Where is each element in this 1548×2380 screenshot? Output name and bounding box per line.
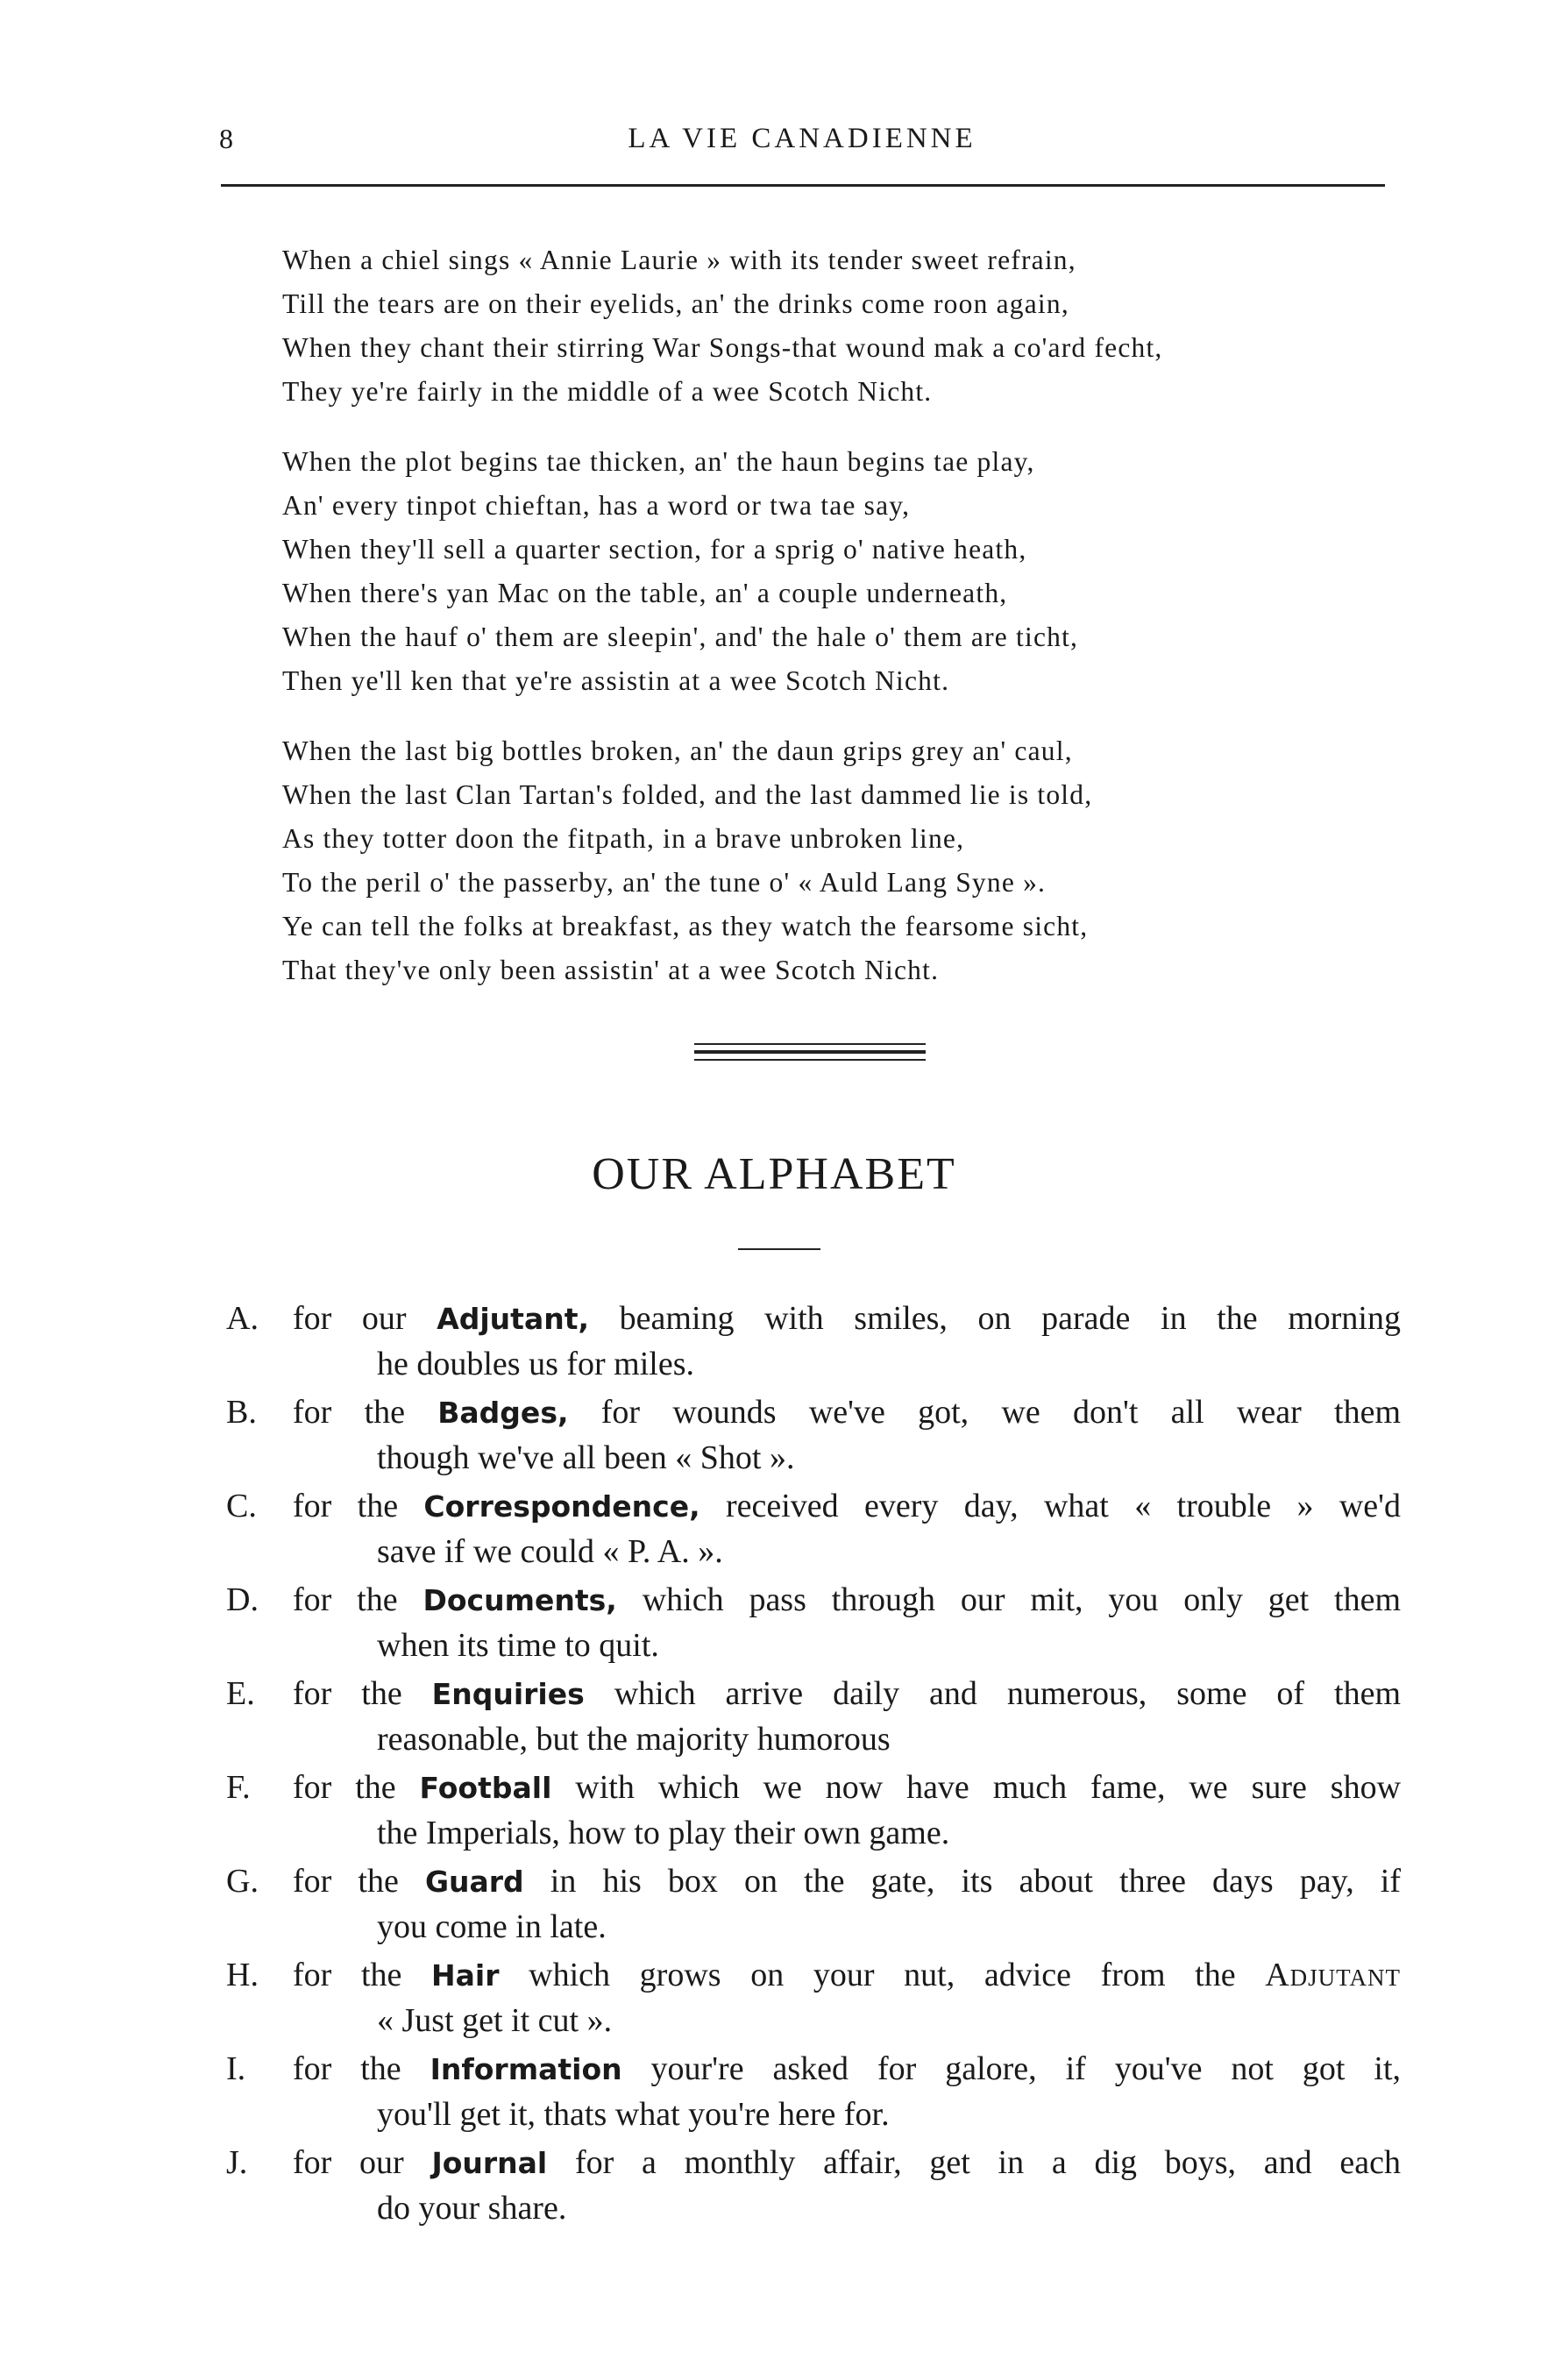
entry-continuation: you come in late. <box>377 1908 607 1945</box>
alphabet-list <box>226 1296 1401 2234</box>
poem-line: They ye're fairly in the middle of a wee Scotch Nicht. <box>282 376 933 407</box>
alphabet-entry <box>226 1671 1401 1765</box>
poem-line: When the hauf o' them are sleepin', and' the hale o' them are ticht, <box>282 622 1079 652</box>
section-ornament <box>694 1043 926 1061</box>
entry-line <box>293 1483 1401 1529</box>
entry-letter: B. <box>226 1394 257 1431</box>
entry-text-rest: beaming with smiles, on parade in the morning <box>589 1300 1401 1337</box>
entry-text-rest: for a monthly affair, get in a dig boys, and each <box>547 2144 1401 2181</box>
alphabet-entry <box>226 1296 1401 1389</box>
entry-text <box>293 1577 1401 1668</box>
entry-keyword: Documents, <box>423 1583 617 1617</box>
entry-letter: H. <box>226 1957 259 1993</box>
ornament-rule <box>694 1059 926 1061</box>
entry-text-lead: for our <box>293 2144 432 2181</box>
entry-letter: I. <box>226 2050 246 2087</box>
stanza <box>282 440 1369 703</box>
entry-text-lead: for our <box>293 1300 437 1337</box>
entry-text <box>293 1389 1401 1481</box>
entry-text <box>293 2046 1401 2137</box>
entry-continuation: do your share. <box>377 2190 567 2227</box>
poem-line: That they've only been assistin' at a wee Scotch Nicht. <box>282 955 940 985</box>
entry-text-lead: for the <box>293 1394 438 1431</box>
alphabet-entry <box>226 1389 1401 1483</box>
entry-text-lead: for the <box>293 1769 420 1806</box>
entry-smallcaps: Adjutant <box>1265 1957 1401 1993</box>
poem-line: Then ye'll ken that ye're assistin at a wee Scotch Nicht. <box>282 665 950 696</box>
entry-text-rest: your're asked for galore, if you've not got it, <box>621 2050 1402 2087</box>
entry-keyword: Football <box>419 1771 552 1805</box>
stanza <box>282 238 1369 414</box>
poem-line: When there's yan Mac on the table, an' a couple underneath, <box>282 578 1008 608</box>
entry-letter: C. <box>226 1488 257 1524</box>
ornament-rule <box>694 1043 926 1045</box>
entry-text-lead: for the <box>293 1675 432 1712</box>
entry-text <box>293 1952 1401 2043</box>
entry-text-rest: with which we now have much fame, we sure show <box>551 1769 1402 1806</box>
entry-text <box>293 1671 1401 1762</box>
entry-text <box>293 2140 1401 2231</box>
entry-continuation: reasonable, but the majority humorous <box>377 1721 891 1758</box>
entry-letter: F. <box>226 1769 251 1806</box>
running-title: LA VIE CANADIENNE <box>628 123 976 154</box>
page-header <box>219 123 1385 175</box>
entry-line <box>293 2046 1401 2092</box>
entry-letter: J. <box>226 2144 248 2181</box>
entry-line <box>293 1671 1401 1716</box>
entry-line <box>293 1765 1401 1810</box>
poem-line: To the peril o' the passerby, an' the tune o' « Auld Lang Syne ». <box>282 867 1047 898</box>
entry-text <box>293 1296 1401 1387</box>
entry-continuation: you'll get it, thats what you're here for. <box>377 2096 890 2133</box>
entry-keyword: Enquiries <box>431 1677 585 1711</box>
entry-text-lead: for the <box>293 1863 425 1900</box>
stanza <box>282 729 1369 992</box>
alphabet-entry <box>226 1858 1401 1952</box>
poem-line: When they chant their stirring War Songs-that wound mak a co'ard fecht, <box>282 332 1163 363</box>
alphabet-entry <box>226 1577 1401 1671</box>
poem-line: When the last big bottles broken, an' the daun grips grey an' caul, <box>282 735 1073 766</box>
entry-continuation: he doubles us for miles. <box>377 1346 695 1382</box>
entry-continuation: « Just get it cut ». <box>377 2002 613 2039</box>
poem-line: When a chiel sings « Annie Laurie » with its tender sweet refrain, <box>282 245 1076 275</box>
alphabet-entry <box>226 1952 1401 2046</box>
entry-text <box>293 1765 1401 1856</box>
entry-text-lead: for the <box>293 1488 424 1524</box>
entry-letter: D. <box>226 1581 259 1618</box>
entry-keyword: Correspondence, <box>423 1489 700 1524</box>
entry-continuation: when its time to quit. <box>377 1627 659 1664</box>
entry-letter: G. <box>226 1863 259 1900</box>
ornament-rule <box>694 1050 926 1054</box>
poem-line: When the last Clan Tartan's folded, and the last dammed lie is told, <box>282 779 1093 810</box>
entry-text-rest: which arrive daily and numerous, some of them <box>584 1675 1402 1712</box>
poem-line: When the plot begins tae thicken, an' the haun begins tae play, <box>282 446 1035 477</box>
entry-text-rest: in his box on the gate, its about three days pay, if <box>523 1863 1402 1900</box>
header-rule <box>221 184 1385 187</box>
entry-letter: A. <box>226 1300 259 1337</box>
entry-line <box>293 1952 1401 1998</box>
alphabet-entry <box>226 1483 1401 1577</box>
entry-keyword: Journal <box>431 2146 548 2180</box>
entry-continuation: the Imperials, how to play their own game. <box>377 1815 950 1851</box>
entry-text <box>293 1858 1401 1950</box>
page-number: 8 <box>219 123 233 154</box>
poem-line: An' every tinpot chieftan, has a word or twa tae say, <box>282 490 911 521</box>
poem-line: When they'll sell a quarter section, for a sprig o' native heath, <box>282 534 1027 565</box>
poem-line: Ye can tell the folks at breakfast, as they watch the fearsome sicht, <box>282 911 1089 941</box>
section-title: OUR ALPHABET <box>592 1149 956 1199</box>
entry-text-lead: for the <box>293 2050 430 2087</box>
entry-line <box>293 2140 1401 2185</box>
poem-line: As they totter doon the fitpath, in a brave unbroken line, <box>282 823 965 854</box>
alphabet-entry <box>226 2140 1401 2234</box>
entry-line <box>293 1858 1401 1904</box>
entry-letter: E. <box>226 1675 255 1712</box>
alphabet-entry <box>226 1765 1401 1858</box>
entry-line <box>293 1577 1401 1623</box>
section-rule <box>738 1248 820 1250</box>
entry-text-rest: for wounds we've got, we don't all wear them <box>568 1394 1402 1431</box>
entry-keyword: Guard <box>424 1865 524 1899</box>
entry-text-rest: received every day, what « trouble » we'd <box>699 1488 1402 1524</box>
entry-keyword: Hair <box>431 1958 500 1993</box>
poem <box>282 238 1369 1019</box>
entry-text-lead: for the <box>293 1581 423 1618</box>
entry-line <box>293 1389 1401 1435</box>
entry-text-rest: which grows on your nut, advice from the <box>499 1957 1266 1993</box>
entry-keyword: Adjutant, <box>437 1302 590 1336</box>
entry-text-lead: for the <box>293 1957 432 1993</box>
entry-continuation: save if we could « P. A. ». <box>377 1533 723 1570</box>
entry-keyword: Information <box>430 2052 622 2086</box>
entry-keyword: Badges, <box>437 1396 569 1430</box>
entry-text <box>293 1483 1401 1574</box>
entry-text-rest: which pass through our mit, you only get them <box>616 1581 1402 1618</box>
entry-continuation: though we've all been « Shot ». <box>377 1439 795 1476</box>
alphabet-entry <box>226 2046 1401 2140</box>
poem-line: Till the tears are on their eyelids, an' the drinks come roon again, <box>282 288 1069 319</box>
entry-line <box>293 1296 1401 1341</box>
